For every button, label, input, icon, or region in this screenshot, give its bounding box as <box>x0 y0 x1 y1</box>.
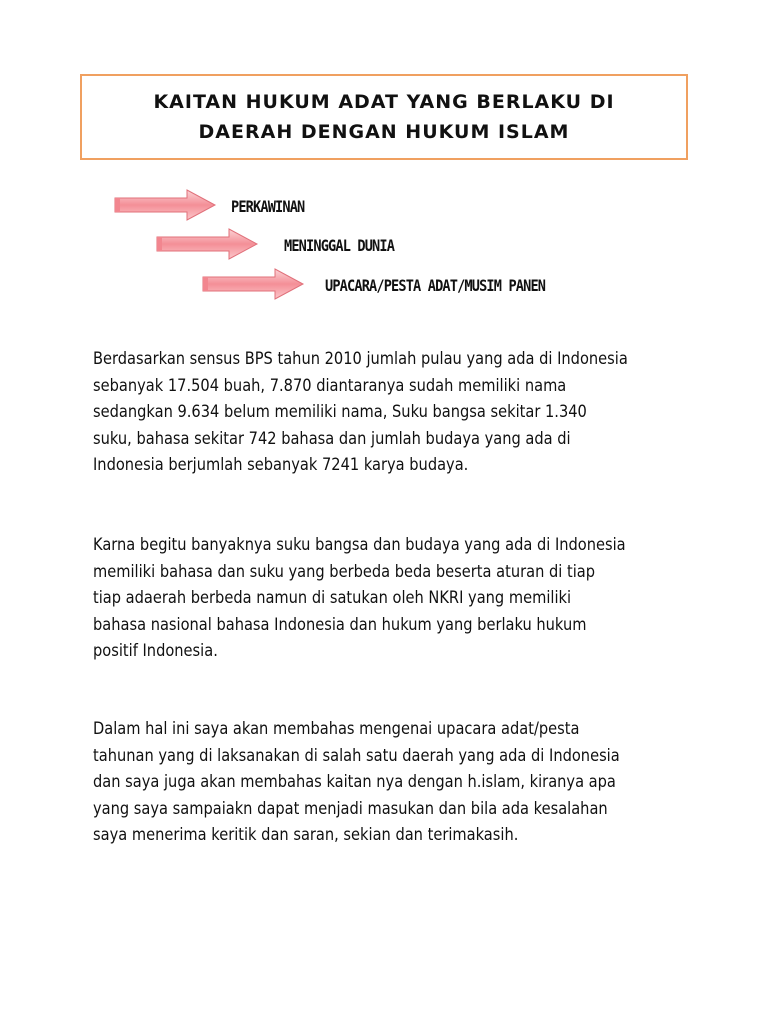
paragraph-3 <box>93 716 695 849</box>
bullet-item-1 <box>113 188 217 222</box>
paragraph-line: suku, bahasa sekitar 742 bahasa dan jumlah budaya yang ada di <box>93 428 571 449</box>
paragraph-line: yang saya sampaiakn dapat menjadi masukan dan bila ada kesalahan <box>93 798 608 819</box>
paragraph-line: dan saya juga akan membahas kaitan nya dengan h.islam, kiranya apa <box>93 772 616 792</box>
right-arrow-icon <box>155 227 259 261</box>
right-arrow-icon <box>201 267 305 301</box>
document-title <box>104 87 664 147</box>
paragraph-line: sebanyak 17.504 buah, 7.870 diantaranya sudah memiliki nama <box>93 375 567 396</box>
title-line-1: KAITAN HUKUM ADAT YANG BERLAKU DI <box>153 91 615 113</box>
paragraph-line: memiliki bahasa dan suku yang berbeda beda beserta aturan di tiap <box>93 561 596 582</box>
paragraph-line: saya menerima keritik dan saran, sekian dan terimakasih. <box>93 825 519 845</box>
paragraph-line: Dalam hal ini saya akan membahas mengenai upacara adat/pesta <box>93 719 580 739</box>
paragraph-line: sedangkan 9.634 belum memiliki nama, Suku bangsa sekitar 1.340 <box>93 402 587 422</box>
paragraph-line: positif Indonesia. <box>93 641 218 661</box>
title-box <box>80 74 688 160</box>
right-arrow-icon <box>113 188 217 222</box>
paragraph-line: tiap adaerah berbeda namun di satukan oleh NKRI yang memiliki <box>93 588 572 608</box>
paragraph-2 <box>93 532 695 665</box>
title-line-2: DAERAH DENGAN HUKUM ISLAM <box>198 121 570 143</box>
bullet-item-2 <box>155 227 259 261</box>
paragraph-line: bahasa nasional bahasa Indonesia dan hukum yang berlaku hukum <box>93 614 587 635</box>
paragraph-line: Indonesia berjumlah sebanyak 7241 karya budaya. <box>93 455 469 475</box>
bullet-label-upacara: UPACARA/PESTA ADAT/MUSIM PANEN <box>325 276 546 295</box>
bullet-label-meninggal-dunia: MENINGGAL DUNIA <box>284 236 395 255</box>
paragraph-line: Karna begitu banyaknya suku bangsa dan budaya yang ada di Indonesia <box>93 535 626 555</box>
paragraph-1 <box>93 346 695 479</box>
bullet-label-perkawinan: PERKAWINAN <box>231 197 305 216</box>
paragraph-line: Berdasarkan sensus BPS tahun 2010 jumlah pulau yang ada di Indonesia <box>93 349 628 369</box>
paragraph-line: tahunan yang di laksanakan di salah satu daerah yang ada di Indonesia <box>93 745 620 766</box>
bullet-item-3 <box>201 267 305 301</box>
